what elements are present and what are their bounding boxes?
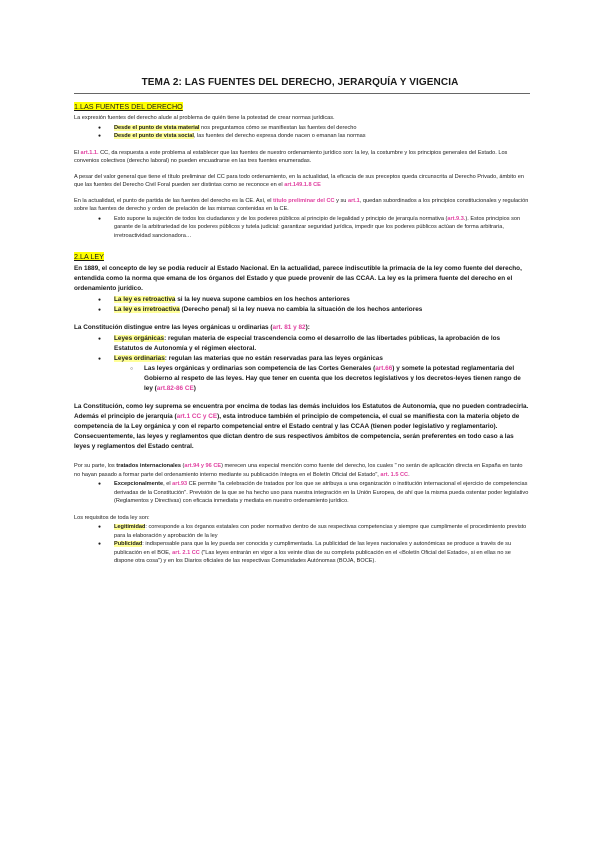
bullet-list	[74, 295, 530, 315]
bullet-list	[74, 215, 530, 241]
bullet-list	[74, 480, 530, 506]
paragraph: A pesar del valor general que tiene el título preliminar del CC para todo ordenamiento, en la actualidad, la eficacia de sus preceptos queda circunscrita al Derecho Privado, ámbito en que las fuentes del Derecho Civil Foral pueden ser distintas como se reconoce en el art.149.1.8 CE	[74, 173, 524, 188]
sub-bullet-list	[74, 364, 530, 394]
document-body	[74, 100, 530, 571]
paragraph: El art.1.1. CC, da respuesta a este problema al establecer que las fuentes de nuestro ordenamiento jurídico son: la ley, la costumbre y los principios generales del Estado. Los convenios colectivos (derecho laboral) no pueden encuadrarse en las tres fuentes enumeradas.	[74, 149, 508, 164]
paragraph: Los requisitos de toda ley son:	[74, 514, 150, 521]
list-item: ● La ley es irretroactiva (Derecho penal) si la ley nueva no cambia la situación de los hechos anteriores	[114, 305, 530, 315]
paragraph: En 1889, el concepto de ley se podía reducir al Estado Nacional. En la actualidad, parece indiscutible la primacía de la ley como fuente del derecho, entendida como la norma que emana de los órganos del Estado y que puede provenir de las CCAA. La ley es la primera fuente del derecho en el ordenamiento jurídico.	[74, 265, 522, 292]
list-item: ● Leyes orgánicas: regulan materia de especial trascendencia como el desarrollo de las libertades públicas, la aprobación de los Estatutos de Autonomía y el régimen electoral.	[114, 334, 530, 354]
paragraph: La Constitución, como ley suprema se encuentra por encima de todas las demás incluidos los Estatutos de Autonomía, que no pueden contradecirla. Además el principio de jerarquía (art.1 CC y CE), esta introduce también el principio de competencia, el cual se manifiesta con la materia objeto de competencia de la Ley orgánica y con el reparto competencial entre el Estado central y las CCAA (tienen poder legislativo y reglamentario). Consecuentemente, las leyes y reglamentos que dictan dentro de sus respectivos ámbitos de competencia, serán preferentes en todo caso a las leyes y reglamentos del Estado central.	[74, 403, 529, 450]
bullet-list	[74, 334, 530, 364]
page-title: TEMA 2: LAS FUENTES DEL DERECHO, JERARQUÍA Y VIGENCIA	[141, 77, 459, 88]
paragraph: La Constitución distingue entre las leyes orgánicas u ordinarias (art. 81 y 82):	[74, 324, 310, 331]
bullet-list	[74, 124, 530, 141]
section-1-heading: 1.LAS FUENTES DEL DERECHO	[74, 102, 183, 111]
list-item: ○ Las leyes orgánicas y ordinarias son competencia de las Cortes Generales (art.66) y somete la potestad reglamentaria del Gobierno al respeto de las leyes. Hay que tener en cuenta que los decretos legislativos y los decretos-leyes tienen rango de ley (art.82-86 CE)	[144, 364, 530, 394]
list-item: ● La ley es retroactiva si la ley nueva supone cambios en los hechos anteriores	[114, 295, 530, 305]
section-2-heading: 2.LA LEY	[74, 252, 104, 261]
paragraph: La expresión fuentes del derecho alude al problema de quién tiene la potestad de crear normas jurídicas.	[74, 115, 335, 121]
list-item: ● Esto supone la sujeción de todos los ciudadanos y de los poderes públicos al principio de legalidad y principio de jerarquía normativa (art.9.3.). Estos principios son garante de la arbitrariedad de los poderes públicos y tutela judicial: garantizar seguridad jurídica, impedir que los poderes públicos actúan de forma arbitraria, irretroactividad sancionadora…	[114, 215, 530, 241]
list-item: ● Leyes ordinarias: regulan las materias que no están reservadas para las leyes orgánicas	[114, 354, 530, 364]
list-item: ● Desde el punto de vista social, las fuentes del derecho expresa donde nacen o emanan las normas	[114, 132, 530, 141]
list-item: ● Excepcionalmente, el art.93 CE permite "la celebración de tratados por los que se atribuya a una organización o institución internacional el ejercicio de competencias derivadas de la Constitución". Previsión de la que se ha hecho uso para nuestra integración en la Unión Europea, de ahí que la misma pueda ostentar poder legislativo (Reglamentos y Directivas) con eficacia inmediata y mediata en nuestro ordenamiento jurídico.	[114, 480, 530, 506]
paragraph: Por su parte, los tratados internacionales (art.94 y 96 CE) merecen una especial mención como fuente del derecho, los cuales " no serán de aplicación directa en España en tanto no hayan pasado a formar parte del ordenamiento interno mediante su publicación íntegra en el Boletín Oficial del Estado", art. 1.5 CC.	[74, 463, 523, 478]
paragraph: En la actualidad, el punto de partida de las fuentes del derecho es la CE. Así, el título preliminar del CC y su art.1, quedan subordinados a los principios constitucionales y regulación sobre las fuentes de derecho y orden de prelación de las mismas contenidas en la CE.	[74, 197, 529, 212]
title-divider	[74, 93, 530, 94]
bullet-list	[74, 523, 530, 566]
list-item: ● Desde el punto de vista material nos preguntamos cómo se manifiestan las fuentes del derecho	[114, 124, 530, 133]
list-item: ● Legitimidad: corresponde a los órganos estatales con poder normativo dentro de sus respectivas competencias y siempre que cumplimente el procedimiento previsto para la elaboración y aprobación de la ley	[114, 523, 530, 540]
list-item: ● Publicidad: indispensable para que la ley pueda ser conocida y cumplimentada. La publicidad de las leyes nacionales y autonómicas se produce a través de su publicación en el BOE, art. 2.1 CC ("Las leyes entrarán en vigor a los veinte días de su completa publicación en el «Boletín Oficial del Estado», si en ellas no se dispone otra cosa") y en los Diarios oficiales de las respectivas Comunidades Autónomas (BOJA, BOCE).	[114, 540, 530, 566]
